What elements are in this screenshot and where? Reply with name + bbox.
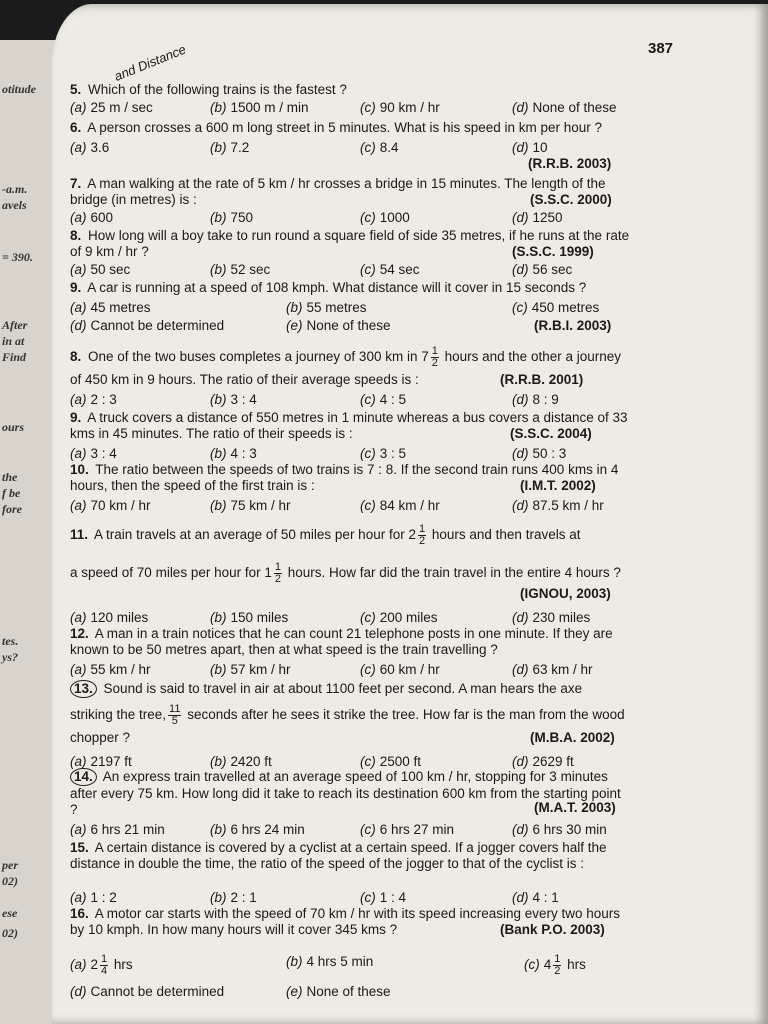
option-b: (b) 4 hrs 5 min bbox=[286, 954, 374, 969]
fraction: $\frac{1}{2}$ bbox=[431, 345, 438, 369]
question bbox=[70, 626, 630, 658]
question-source: (S.S.C. 2000) bbox=[530, 192, 612, 207]
margin-fragment: = 390. bbox=[2, 250, 33, 264]
options-row bbox=[70, 984, 640, 1000]
option-b: (b) 4 : 3 bbox=[210, 446, 257, 461]
options-row bbox=[70, 100, 640, 116]
question-text: The ratio between the speeds of two trains is 7 : 8. If the second train runs 400 kms in 4 hours, then the speed of the first train is : bbox=[70, 462, 619, 493]
option-c: (c) 84 km / hr bbox=[360, 498, 440, 513]
question-text: A certain distance is covered by a cyclist at a certain speed. If a jogger covers half the distance in double the time, the ratio of the speed of the jogger to that of the cyclist is : bbox=[70, 840, 607, 871]
question-number: 8. bbox=[70, 228, 82, 243]
option-a: (a) 600 bbox=[70, 210, 114, 225]
option-b: (b) 1500 m / min bbox=[210, 100, 309, 115]
question-text: striking the tree, bbox=[70, 707, 167, 723]
options-row bbox=[70, 498, 640, 514]
fraction: $\frac{1}{2}$ bbox=[274, 561, 281, 585]
option-a: (a) 2 $\frac{1}{4}$ hrs bbox=[70, 953, 133, 977]
question-text: Which of the following trains is the fastest ? bbox=[88, 82, 347, 97]
option-d: (d) 6 hrs 30 min bbox=[512, 822, 607, 837]
margin-fragment: in at bbox=[2, 334, 25, 348]
option-d: (d) 230 miles bbox=[512, 610, 591, 625]
option-d: (d) 50 : 3 bbox=[512, 446, 567, 461]
question-source: (M.B.A. 2002) bbox=[530, 730, 615, 745]
margin-fragment: f be bbox=[2, 486, 21, 500]
option-d: (d) 56 sec bbox=[512, 262, 573, 277]
question-source: (S.S.C. 2004) bbox=[510, 426, 592, 441]
margin-fragment: fore bbox=[2, 502, 22, 516]
option-a: (a) 1 : 2 bbox=[70, 890, 117, 905]
option-c: (c) 4 $\frac{1}{2}$ hrs bbox=[524, 953, 586, 977]
options-row bbox=[70, 890, 640, 906]
question-text: A car is running at a speed of 108 kmph. What distance will it cover in 15 seconds ? bbox=[87, 280, 587, 295]
question-number: 12. bbox=[70, 626, 89, 641]
question-text: hours. How far did the train travel in the entire 4 hours ? bbox=[287, 565, 621, 581]
option-d: (d) 63 km / hr bbox=[512, 662, 593, 677]
question-source: (Bank P.O. 2003) bbox=[500, 922, 605, 937]
question-source: (M.A.T. 2003) bbox=[534, 800, 616, 815]
question-text: A truck covers a distance of 550 metres in 1 minute whereas a bus covers a distance of 33 kms in 45 minutes. The ratio of their speeds is : bbox=[70, 410, 628, 441]
question-source: (S.S.C. 1999) bbox=[512, 244, 594, 259]
options-row bbox=[70, 446, 640, 462]
option-b: (b) 7.2 bbox=[210, 140, 250, 155]
question bbox=[70, 82, 630, 98]
question bbox=[70, 680, 630, 698]
option-c: (c) 1 : 4 bbox=[360, 890, 407, 905]
running-head: and Distance bbox=[112, 41, 188, 84]
question bbox=[70, 120, 630, 136]
question-number: 16. bbox=[70, 906, 89, 921]
question-text: An express train travelled at an average speed of 100 km / hr, stopping for 3 minutes after every 75 km. How long did it take to reach its destination 600 km from the starting point ? bbox=[70, 769, 621, 817]
margin-fragment: Find bbox=[2, 350, 27, 364]
question-text: Sound is said to travel in air at about 1100 feet per second. A man hears the axe bbox=[103, 681, 583, 696]
options-row bbox=[70, 954, 640, 978]
option-a: (a) 2197 ft bbox=[70, 754, 132, 769]
margin-fragment: 02) bbox=[2, 874, 18, 888]
option-c: (c) 1000 bbox=[360, 210, 410, 225]
option-c: (c) 54 sec bbox=[360, 262, 420, 277]
option-d: (d) None of these bbox=[512, 100, 617, 115]
question-text: How long will a boy take to run round a square field of side 35 metres, if he runs at the rate of 9 km / hr ? bbox=[70, 228, 630, 259]
option-c: (c) 2500 ft bbox=[360, 754, 422, 769]
question-number: 9. bbox=[70, 410, 82, 425]
question-number: 5. bbox=[70, 82, 82, 97]
option-c: (c) 6 hrs 27 min bbox=[360, 822, 455, 837]
margin-fragment: otitude bbox=[2, 82, 37, 96]
option-c: (c) 450 metres bbox=[512, 300, 600, 315]
option-b: (b) 57 km / hr bbox=[210, 662, 291, 677]
option-b: (b) 2420 ft bbox=[210, 754, 272, 769]
option-b: (b) 750 bbox=[210, 210, 254, 225]
option-a: (a) 70 km / hr bbox=[70, 498, 151, 513]
option-b: (b) 75 km / hr bbox=[210, 498, 291, 513]
option-b: (b) 6 hrs 24 min bbox=[210, 822, 305, 837]
margin-fragment: ys? bbox=[2, 650, 18, 664]
question-number: 14. bbox=[70, 768, 97, 786]
option-b: (b) 3 : 4 bbox=[210, 392, 257, 407]
margin-fragment: avels bbox=[2, 198, 27, 212]
options-row bbox=[70, 610, 640, 626]
question-text: A motor car starts with the speed of 70 km / hr with its speed increasing every two hours by 10 kmph. In how many hours will it cover 345 kms ? bbox=[70, 906, 621, 937]
question-text: A train travels at an average of 50 miles per hour for 2 bbox=[94, 527, 416, 543]
question-text: a speed of 70 miles per hour for 1 bbox=[70, 565, 272, 581]
option-b: (b) 2 : 1 bbox=[210, 890, 257, 905]
option-d: (d) 1250 bbox=[512, 210, 563, 225]
option-a: (a) 50 sec bbox=[70, 262, 131, 277]
option-c: (c) 3 : 5 bbox=[360, 446, 407, 461]
margin-fragment: ese bbox=[2, 906, 18, 920]
option-b: (b) 150 miles bbox=[210, 610, 289, 625]
margin-fragment: -a.m. bbox=[2, 182, 28, 196]
question-text: hours and then travels at bbox=[431, 527, 581, 543]
question-number: 7. bbox=[70, 176, 82, 191]
question-number: 10. bbox=[70, 462, 89, 477]
question-number: 11. bbox=[70, 527, 89, 543]
option-c: (c) 200 miles bbox=[360, 610, 438, 625]
option-c: (c) 4 : 5 bbox=[360, 392, 407, 407]
option-d: (d) Cannot be determined bbox=[70, 984, 225, 999]
option-d: (d) 4 : 1 bbox=[512, 890, 559, 905]
option-e: (e) None of these bbox=[286, 318, 391, 333]
option-a: (a) 55 km / hr bbox=[70, 662, 151, 677]
question-number: 6. bbox=[70, 120, 82, 135]
option-a: (a) 45 metres bbox=[70, 300, 151, 315]
margin-fragment: per bbox=[2, 858, 18, 872]
option-a: (a) 2 : 3 bbox=[70, 392, 117, 407]
option-a: (a) 3 : 4 bbox=[70, 446, 117, 461]
question-number: 8. bbox=[70, 349, 82, 365]
option-e: (e) None of these bbox=[286, 984, 391, 999]
question-text: seconds after he sees it strike the tree. How far is the man from the wood chopper ? bbox=[70, 707, 625, 745]
option-d: (d) 10 bbox=[512, 140, 548, 155]
option-a: (a) 3.6 bbox=[70, 140, 110, 155]
option-a: (a) 120 miles bbox=[70, 610, 149, 625]
question-number: 15. bbox=[70, 840, 89, 855]
question-source: (R.R.B. 2003) bbox=[528, 156, 612, 171]
left-page-edge bbox=[0, 40, 60, 1024]
question-text: One of the two buses completes a journey of 300 km in 7 bbox=[88, 349, 429, 365]
option-d: (d) 8 : 9 bbox=[512, 392, 559, 407]
question-source: (R.R.B. 2001) bbox=[500, 372, 584, 387]
margin-fragment: the bbox=[2, 470, 18, 484]
question-source: (R.B.I. 2003) bbox=[534, 318, 612, 333]
option-d: (d) 2629 ft bbox=[512, 754, 574, 769]
question-number: 13. bbox=[70, 680, 97, 698]
fraction: $\frac{11}{5}$ bbox=[169, 703, 181, 727]
question-text: hours and the other a journey of 450 km in 9 hours. The ratio of their average speeds is : bbox=[70, 349, 621, 387]
option-d: (d) 87.5 km / hr bbox=[512, 498, 604, 513]
page-number: 387 bbox=[648, 40, 674, 57]
option-c: (c) 8.4 bbox=[360, 140, 399, 155]
option-d: (d) Cannot be determined bbox=[70, 318, 225, 333]
options-row bbox=[70, 140, 640, 156]
margin-fragment: 02) bbox=[2, 926, 18, 940]
option-b: (b) 52 sec bbox=[210, 262, 271, 277]
option-b: (b) 55 metres bbox=[286, 300, 367, 315]
question-continued bbox=[70, 562, 630, 585]
question bbox=[70, 840, 630, 872]
question bbox=[70, 524, 630, 547]
question-number: 9. bbox=[70, 280, 82, 295]
question-source: (I.M.T. 2002) bbox=[520, 478, 596, 493]
fraction: $\frac{1}{2}$ bbox=[418, 523, 426, 547]
option-a: (a) 6 hrs 21 min bbox=[70, 822, 165, 837]
margin-fragment: tes. bbox=[2, 634, 19, 648]
options-row bbox=[70, 662, 640, 678]
options-row bbox=[70, 822, 640, 838]
option-c: (c) 60 km / hr bbox=[360, 662, 440, 677]
option-a: (a) 25 m / sec bbox=[70, 100, 153, 115]
question-text: A man in a train notices that he can count 21 telephone posts in one minute. If they are known to be 50 metres apart, then at what speed is the train travelling ? bbox=[70, 626, 613, 657]
options-row bbox=[70, 300, 640, 316]
options-row bbox=[70, 210, 640, 226]
margin-fragment: After bbox=[2, 318, 28, 332]
options-row bbox=[70, 392, 640, 408]
question-text: A person crosses a 600 m long street in 5 minutes. What is his speed in km per hour ? bbox=[87, 120, 603, 135]
options-row bbox=[70, 262, 640, 278]
question-source: (IGNOU, 2003) bbox=[520, 586, 611, 601]
question-text: A man walking at the rate of 5 km / hr crosses a bridge in 15 minutes. The length of the bridge (in metres) is : bbox=[70, 176, 606, 207]
margin-fragment: ours bbox=[2, 420, 25, 434]
option-c: (c) 90 km / hr bbox=[360, 100, 440, 115]
question bbox=[70, 280, 630, 296]
